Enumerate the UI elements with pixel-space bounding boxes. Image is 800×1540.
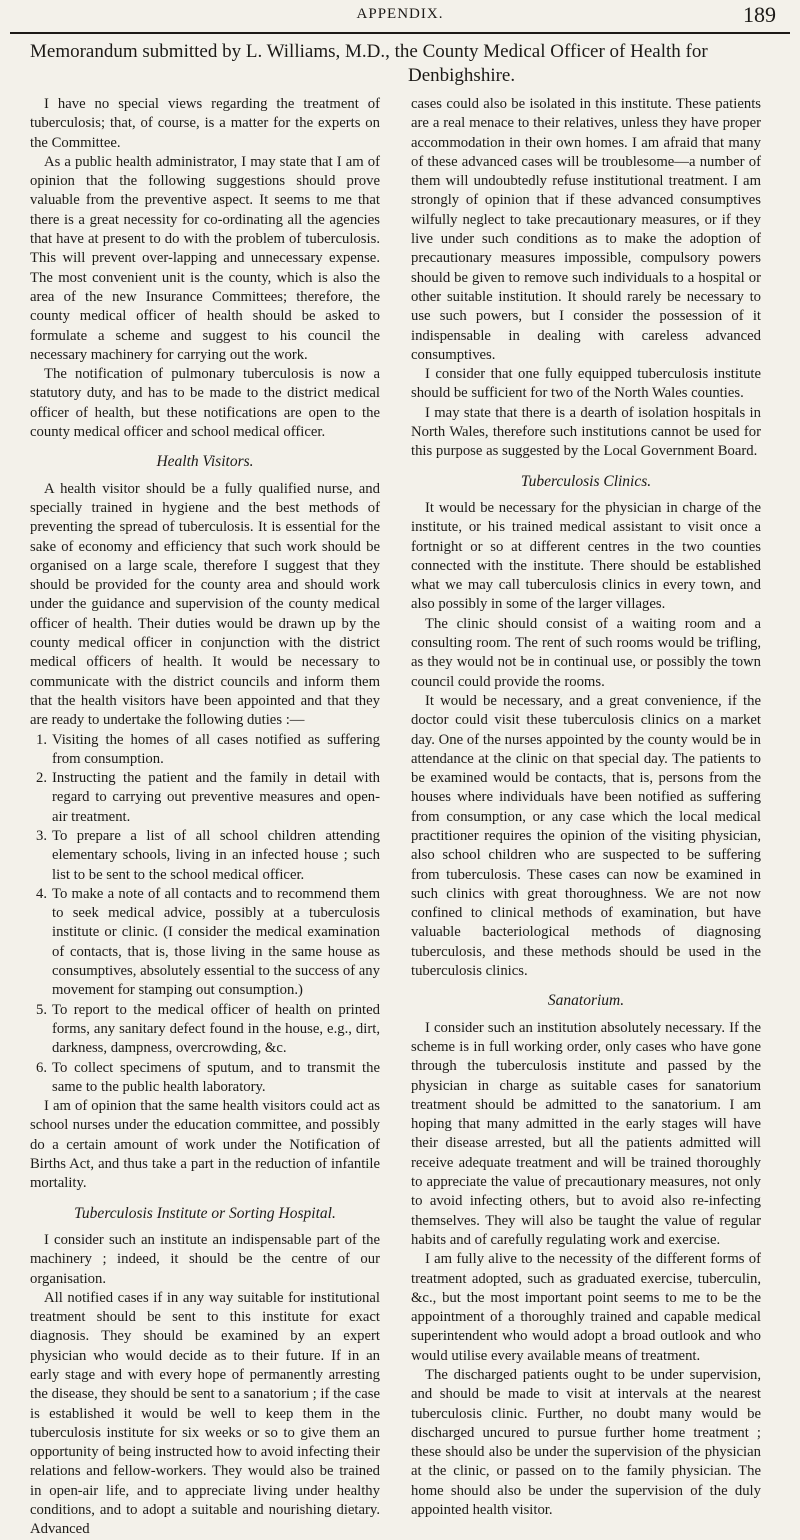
paragraph: The notification of pulmonary tuberculosis is now a statutory duty, and has to be made to the district medical officer of health, but these notifications are open to the county medical officer and school medical officer.	[30, 366, 380, 441]
list-number: 3.	[36, 827, 48, 844]
list-number: 2.	[36, 770, 48, 787]
memorandum-line-1: Memorandum submitted by L. Williams, M.D., the County Medical Officer of Health for	[30, 41, 708, 62]
list-text: To prepare a list of all school children attending elementary schools, living in an infected house ; such list to be sent to the school medical officer.	[52, 827, 380, 883]
duties-list	[30, 731, 380, 1098]
section-heading-tuberculosis-clinics: Tuberculosis Clinics.	[520, 472, 652, 490]
section-heading-health-visitors: Health Visitors.	[156, 453, 254, 471]
list-item	[30, 769, 380, 827]
paragraph: A health visitor should be a fully qualified nurse, and specially trained in hygiene and the best methods of preventing the spread of tuberculosis. It is essential for the sake of economy and efficiency that such work should be organised on a large scale, therefore I suggest that they should be provided for the county area and should work under the guidance and supervision of the county medical officer of health. Their duties would be drawn up by the county medical officer in conjunction with the district medical officers of health. It would be necessary to communicate with the district councils and inform them that the health visitors have been appointed and that they are ready to undertake the following duties :—	[30, 480, 380, 729]
paragraph: As a public health administrator, I may state that I am of opinion that the following suggestions should prove valuable from the preventive aspect. It seems to me that there is a great necessity for co-ordinating all the agencies that have at present to do with the problem of tuberculosis. This will prevent over-lapping and unnecessary expense. The most convenient unit is the county, which is also the area of the new Insurance Committees; therefore, the county medical officer of health should be asked to formulate a scheme and suggest to his council the necessary machinery for carrying out the work.	[30, 153, 380, 363]
list-item	[30, 731, 380, 770]
paragraph: The discharged patients ought to be under supervision, and should be made to visit at intervals at the nearest tuberculosis clinic. Further, no doubt many would be discharged uncured to pursue further home treatment ; these should also be under the supervision of the physician at the clinic, or passed on to the family physician. The home should also be under the supervision of the duly appointed health visitor.	[411, 1367, 761, 1519]
list-text: To make a note of all contacts and to recommend them to seek medical advice, possibly at a tuberculosis institute or clinic. (I consider the medical examination of contacts, that is, those living in the same house as consumptives, absolutely essential to the success of any movement for stamping out consumption.)	[52, 885, 380, 999]
left-column	[30, 95, 380, 1540]
page-number: 189	[743, 2, 776, 27]
paragraph: It would be necessary for the physician in charge of the institute, or his trained medical assistant to visit once a fortnight or so at different centres in the two counties connected with the institute. There should be established what we may call tuberculosis clinics in every town, and also possibly in some of the larger villages.	[411, 499, 761, 613]
section-heading-sanatorium: Sanatorium.	[547, 992, 625, 1010]
list-text: To collect specimens of sputum, and to transmit the same to the public health laboratory.	[52, 1059, 380, 1095]
memorandum-line-2: Denbighshire.	[408, 65, 516, 86]
section-heading-tuberculosis-institute: Tuberculosis Institute or Sorting Hospital.	[74, 1204, 336, 1222]
list-number: 5.	[36, 1001, 48, 1018]
paragraph: I consider that one fully equipped tuberculosis institute should be sufficient for two of the North Wales counties.	[411, 366, 761, 402]
paragraph: All notified cases if in any way suitable for institutional treatment should be sent to this institute for exact diagnosis. They should be examined by an expert physician who would decide as to their future. If in an early stage and with every hope of permanently arresting the disease, they should be sent to a sanatorium ; if the case is established it would be well to keep them in the tuberculosis institute for six weeks or so to give them an opportunity of being instructed how to avoid infecting their relations and fellow-workers. They would also be trained in open-air life, and to appreciate living under healthy conditions, and to adopt a suitable and nourishing dietary. Advanced	[30, 1289, 380, 1538]
page-header	[0, 0, 800, 34]
paragraph: I have no special views regarding the treatment of tuberculosis; that, of course, is a matter for the experts on the Committee.	[30, 96, 380, 151]
paragraph: I am fully alive to the necessity of the different forms of treatment adopted, such as graduated exercise, tuberculin, &c., but the most important point seems to me to be the appointment of a thoroughly trained and capable medical superintendent who would adopt a broad outlook and who would utilise every available means of treatment.	[411, 1251, 761, 1364]
right-column	[411, 95, 761, 1520]
paragraph: I consider such an institution absolutely necessary. If the scheme is in full working order, only cases who have gone through the tuberculosis institute and passed by the physician in charge as suitable cases for sanatorium treatment should be admitted to the sanatorium. I am hoping that many admitted in the early stages will have their disease arrested, but all the patients admitted will receive adequate treatment and will be trained thoroughly to appreciate the value of precautionary measures, not only to avoid infecting others, but to avoid also re-infecting themselves. They will also be taught the value of regular habits and of carefully regulating work and exercise.	[411, 1019, 761, 1248]
list-item	[30, 827, 380, 885]
list-item	[30, 1059, 380, 1098]
paragraph: The clinic should consist of a waiting room and a consulting room. The rent of such rooms would be trifling, as they would not be in continual use, or possibly the town council could provide the rooms.	[411, 615, 761, 690]
paragraph: I am of opinion that the same health visitors could act as school nurses under the education committee, and possibly do a certain amount of work under the Notification of Births Act, and thus take a part in the reduction of infantile mortality.	[30, 1098, 380, 1192]
list-number: 1.	[36, 731, 48, 748]
paragraph: I consider such an institute an indispensable part of the machinery ; indeed, it should be the centre of our organisation.	[30, 1231, 380, 1287]
list-text: Visiting the homes of all cases notified as suffering from consumption.	[52, 731, 380, 767]
paragraph: cases could also be isolated in this institute. These patients are a real menace to their relatives, unless they have proper accommodation in their own homes. I am afraid that many of these advanced cases will be troublesome—a number of them will undoubtedly refuse institutional treatment. I am strongly of opinion that if these advanced consumptives wilfully neglect to take precautionary measures, or if they live under such conditions as to make the adoption of precautionary measures impossible, compulsory powers should be given to remove such individuals to a hospital or other suitable institution. It should rarely be necessary to use such powers, but I consider the possession of it indispensable in dealing with careless advanced consumptives.	[411, 96, 761, 363]
list-text: To report to the medical officer of health on printed forms, any sanitary defect found in the house, e.g., dirt, darkness, dampness, overcrowding, &c.	[52, 1001, 380, 1057]
list-item	[30, 885, 380, 1001]
paragraph: I may state that there is a dearth of isolation hospitals in North Wales, therefore such institutions cannot be used for this purpose as suggested by the Local Government Board.	[411, 404, 761, 460]
list-text: Instructing the patient and the family in detail with regard to carrying out preventive measures and open-air treatment.	[52, 770, 380, 825]
list-item	[30, 1001, 380, 1059]
list-number: 4.	[36, 885, 48, 902]
list-number: 6.	[36, 1059, 48, 1076]
header-rule	[10, 32, 790, 34]
running-title: APPENDIX.	[356, 6, 444, 22]
paragraph: It would be necessary, and a great convenience, if the doctor could visit these tuberculosis clinics on a market day. One of the nurses appointed by the county would be in attendance at the clinic on that special day. The patients to be examined would be contacts, that is, persons from the houses where individuals have been notified as suffering from consumption, or any case which the local medical practitioner requires the opinion of the visiting physician, also school children who are suspected to be suffering from tuberculosis. These cases can now be examined in such clinics with great thoroughness. We are not now confined to clinical methods of examination, but have valuable bacteriological methods of diagnosing tuberculosis, and these methods should be used in the tuberculosis clinics.	[411, 692, 761, 980]
memorandum-heading	[30, 40, 776, 88]
